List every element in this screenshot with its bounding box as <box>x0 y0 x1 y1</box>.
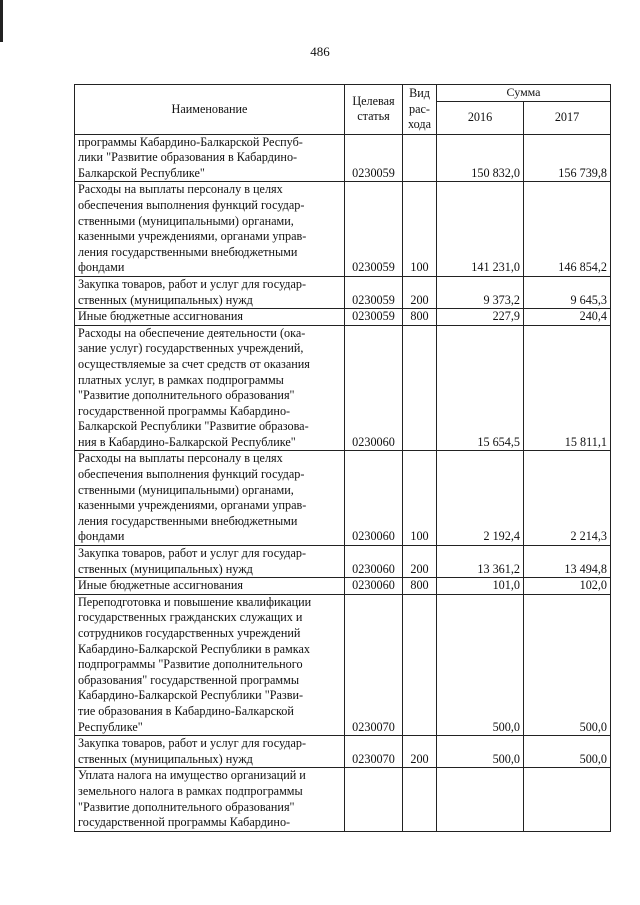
row-target-article-cell: 0230060 <box>345 451 403 546</box>
table-row <box>75 594 611 735</box>
row-expense-type-cell <box>403 594 437 735</box>
table-row <box>75 309 611 326</box>
row-sum-2016-cell: 15 654,5 <box>437 325 524 451</box>
row-sum-2017-cell: 13 494,8 <box>524 546 611 578</box>
row-sum-2017-cell: 240,4 <box>524 309 611 326</box>
row-name-cell: Закупка товаров, работ и услуг для государ- ственных (муниципальных) нужд <box>75 546 345 578</box>
row-target-article-cell: 0230059 <box>345 182 403 277</box>
header-sum: Сумма <box>437 85 611 102</box>
row-target-article-cell: 0230059 <box>345 276 403 308</box>
row-name-cell: Иные бюджетные ассигнования <box>75 578 345 595</box>
table-row <box>75 134 611 182</box>
budget-table <box>74 84 611 832</box>
row-expense-type-cell: 200 <box>403 546 437 578</box>
header-year-2016: 2016 <box>437 101 524 134</box>
row-sum-2016-cell <box>437 768 524 831</box>
row-expense-type-cell: 100 <box>403 451 437 546</box>
row-sum-2016-cell: 500,0 <box>437 736 524 768</box>
row-name-cell: Иные бюджетные ассигнования <box>75 309 345 326</box>
row-expense-type-cell: 800 <box>403 578 437 595</box>
header-name: Наименование <box>75 85 345 135</box>
row-sum-2017-cell: 156 739,8 <box>524 134 611 182</box>
table-row <box>75 578 611 595</box>
row-sum-2017-cell: 146 854,2 <box>524 182 611 277</box>
table-row <box>75 182 611 277</box>
row-sum-2016-cell: 141 231,0 <box>437 182 524 277</box>
row-sum-2016-cell: 2 192,4 <box>437 451 524 546</box>
row-name-cell: Закупка товаров, работ и услуг для государ- ственных (муниципальных) нужд <box>75 276 345 308</box>
row-name-cell: Уплата налога на имущество организаций и земельного налога в рамках подпрограммы "Развитие дополнительного образования" государственной программы Кабардино- <box>75 768 345 831</box>
row-sum-2016-cell: 500,0 <box>437 594 524 735</box>
row-sum-2017-cell: 2 214,3 <box>524 451 611 546</box>
row-expense-type-cell <box>403 768 437 831</box>
scan-edge-mark <box>0 0 3 42</box>
row-expense-type-cell: 800 <box>403 309 437 326</box>
row-sum-2016-cell: 150 832,0 <box>437 134 524 182</box>
row-target-article-cell: 0230060 <box>345 578 403 595</box>
row-name-cell: Переподготовка и повышение квалификации государственных гражданских служащих и сотрудников государственных учреждений Кабардино-Балкарской Республики в рамках подпрограммы "Развитие дополнительного образования" государственной программы Кабардино-Балкарской Республики "Разви- тие образования в Кабардино-Балкарской Республике" <box>75 594 345 735</box>
row-target-article-cell: 0230059 <box>345 309 403 326</box>
row-name-cell: программы Кабардино-Балкарской Респуб- лики "Развитие образования в Кабардино- Балкарской Республике" <box>75 134 345 182</box>
row-sum-2017-cell <box>524 768 611 831</box>
row-target-article-cell: 0230060 <box>345 546 403 578</box>
table-row <box>75 276 611 308</box>
table-row <box>75 451 611 546</box>
row-sum-2017-cell: 500,0 <box>524 736 611 768</box>
row-sum-2017-cell: 9 645,3 <box>524 276 611 308</box>
row-sum-2017-cell: 15 811,1 <box>524 325 611 451</box>
row-target-article-cell: 0230059 <box>345 134 403 182</box>
table-row <box>75 325 611 451</box>
row-name-cell: Расходы на выплаты персоналу в целях обеспечения выполнения функций государ- ственными (муниципальными) органами, казенными учреждениями, органами управ- ления государственными внебюджетными фондами <box>75 451 345 546</box>
row-expense-type-cell: 200 <box>403 276 437 308</box>
row-target-article-cell: 0230060 <box>345 325 403 451</box>
row-sum-2017-cell: 500,0 <box>524 594 611 735</box>
row-sum-2016-cell: 101,0 <box>437 578 524 595</box>
row-expense-type-cell: 100 <box>403 182 437 277</box>
row-name-cell: Расходы на обеспечение деятельности (ока- зание услуг) государственных учреждений, осуществляемые за счет средств от оказания платных услуг, в рамках подпрограммы "Развитие дополнительного образования" государственной программы Кабардино- Балкарской Республики "Развитие образова- ния в Кабардино-Балкарской Республике" <box>75 325 345 451</box>
row-expense-type-cell <box>403 325 437 451</box>
header-year-2017: 2017 <box>524 101 611 134</box>
table-row <box>75 736 611 768</box>
row-name-cell: Закупка товаров, работ и услуг для государ- ственных (муниципальных) нужд <box>75 736 345 768</box>
row-name-cell: Расходы на выплаты персоналу в целях обеспечения выполнения функций государ- ственными (муниципальными) органами, казенными учреждениями, органами управ- ления государственными внебюджетными фондами <box>75 182 345 277</box>
table-row <box>75 768 611 831</box>
row-expense-type-cell <box>403 134 437 182</box>
row-sum-2016-cell: 13 361,2 <box>437 546 524 578</box>
header-expense-type: Вид рас- хода <box>403 85 437 135</box>
row-sum-2016-cell: 9 373,2 <box>437 276 524 308</box>
row-target-article-cell <box>345 768 403 831</box>
row-target-article-cell: 0230070 <box>345 736 403 768</box>
row-sum-2017-cell: 102,0 <box>524 578 611 595</box>
row-expense-type-cell: 200 <box>403 736 437 768</box>
row-sum-2016-cell: 227,9 <box>437 309 524 326</box>
header-target-article: Целевая статья <box>345 85 403 135</box>
page-number: 486 <box>310 44 330 59</box>
table-row <box>75 546 611 578</box>
row-target-article-cell: 0230070 <box>345 594 403 735</box>
